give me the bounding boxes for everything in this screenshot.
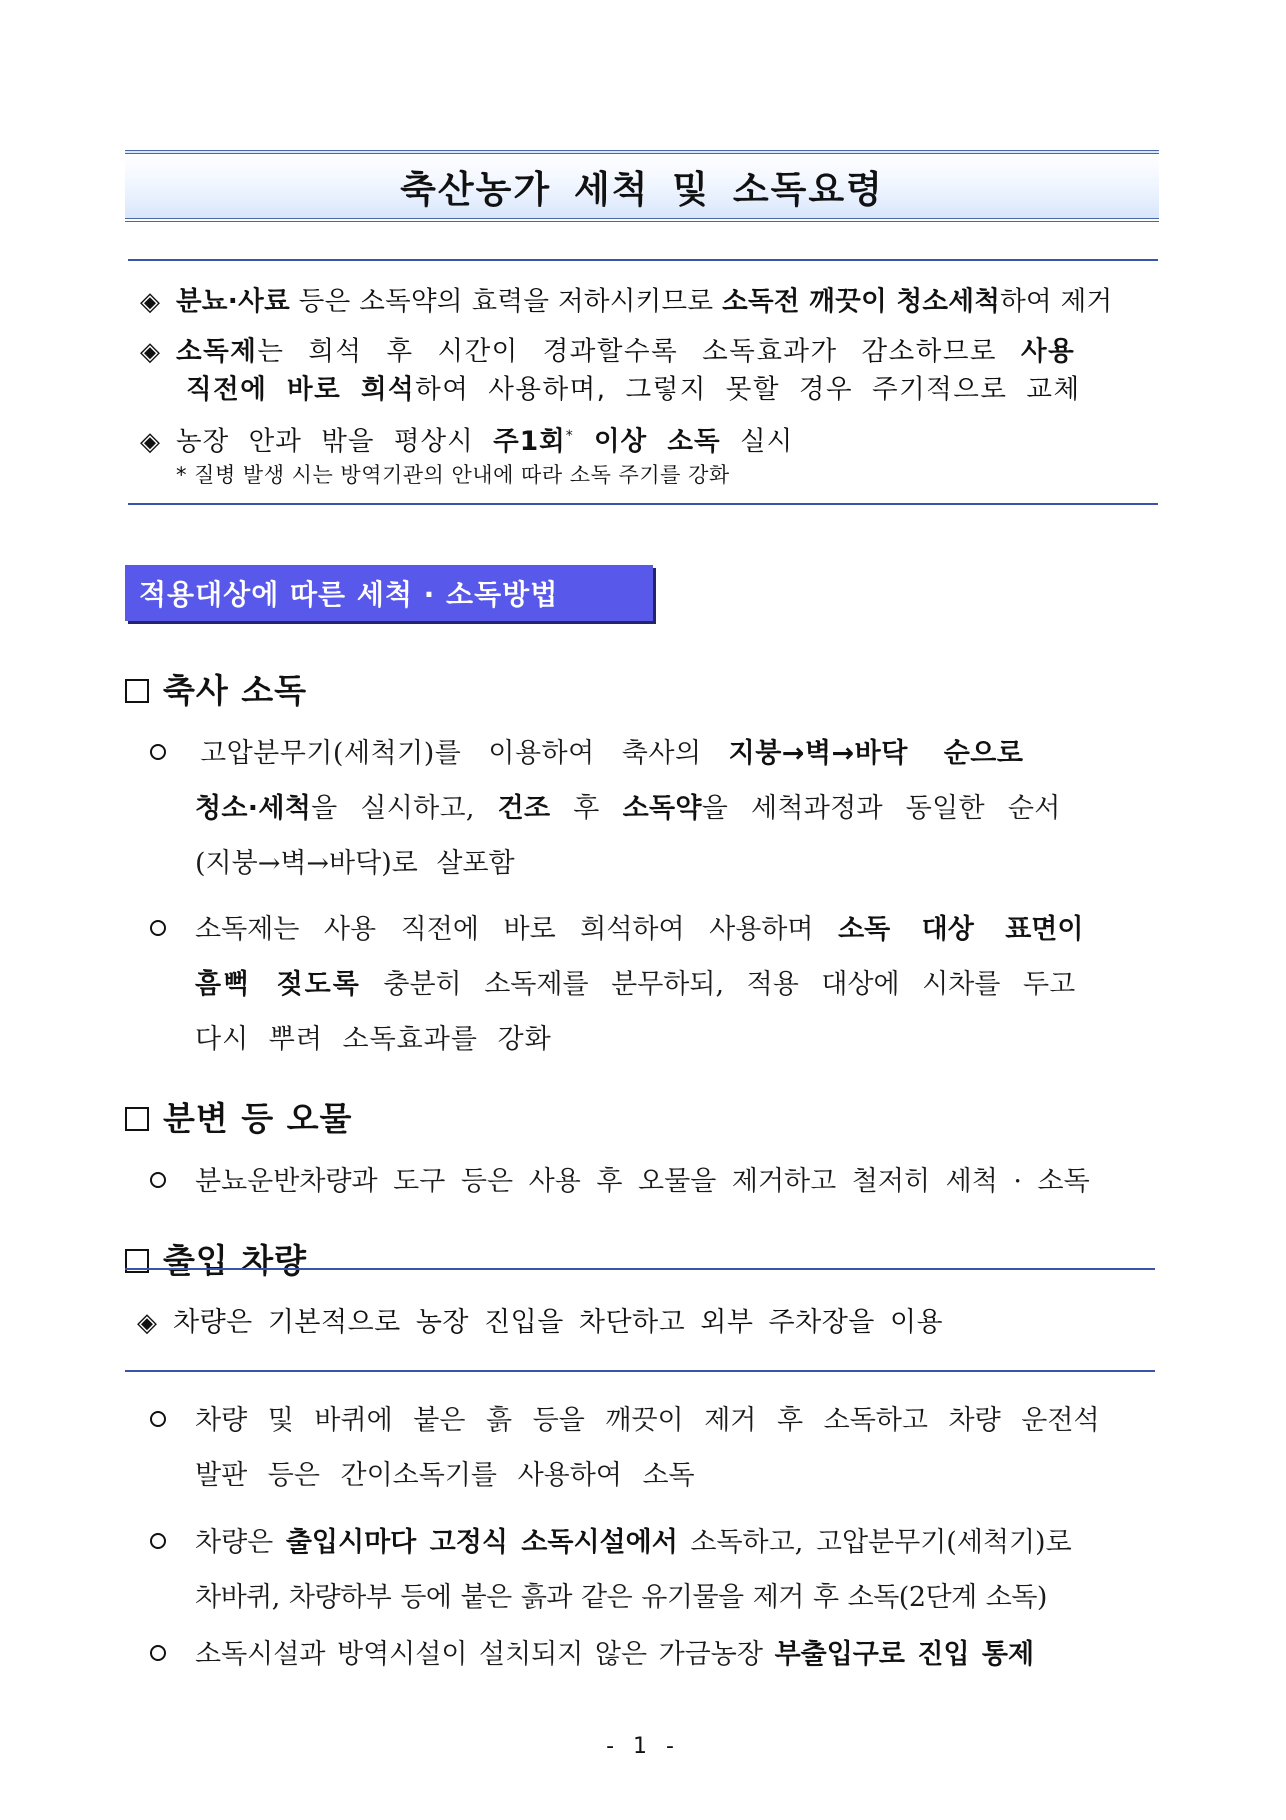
barn-para-2-line-1: 소독제는 사용 직전에 바로 희석하여 사용하며 소독 대상 표면이 <box>195 914 1084 945</box>
circle-bullet-icon <box>150 920 166 936</box>
vehicle-note-box <box>125 1268 1155 1372</box>
circle-bullet-icon <box>150 744 166 760</box>
diamond-bullet-icon: ◈ <box>140 427 160 457</box>
vehicle-para-1-line-2: 발판 등은 간이소독기를 사용하여 소독 <box>195 1460 695 1491</box>
circle-bullet-icon <box>150 1645 166 1661</box>
summary-item-2: ◈ 소독제는 희석 후 시간이 경과할수록 소독효과가 감소하므로 사용 <box>140 336 1076 367</box>
vehicle-note: ◈ 차량은 기본적으로 농장 진입을 차단하고 외부 주차장을 이용 <box>137 1307 944 1338</box>
circle-bullet-icon <box>150 1411 166 1427</box>
summary-item-3: ◈ 농장 안과 밖을 평상시 주1회* 이상 소독 실시 <box>140 426 794 457</box>
summary-item-2-line-2: 직전에 바로 희석하여 사용하며, 그렇지 못할 경우 주기적으로 교체 <box>186 374 1081 405</box>
section-banner: 적용대상에 따른 세척 · 소독방법 <box>125 565 653 621</box>
barn-para-2-line-3: 다시 뿌려 소독효과를 강화 <box>195 1024 552 1055</box>
summary-box <box>128 259 1158 505</box>
barn-para-1-line-2: 청소·세척을 실시하고, 건조 후 소독약을 세척과정과 동일한 순서 <box>195 793 1061 824</box>
heading-manure: 분변 등 오물 <box>125 1093 352 1140</box>
diamond-bullet-icon: ◈ <box>140 287 161 317</box>
document-title-box <box>125 150 1159 222</box>
vehicle-para-3: 소독시설과 방역시설이 설치되지 않은 가금농장 부출입구로 진입 통제 <box>195 1639 1035 1670</box>
heading-barn-disinfection: 축사 소독 <box>125 665 307 712</box>
diamond-bullet-icon: ◈ <box>140 337 160 367</box>
vehicle-para-2-line-1: 차량은 출입시마다 고정식 소독시설에서 소독하고, 고압분무기(세척기)로 <box>195 1527 1072 1558</box>
circle-bullet-icon <box>150 1533 166 1549</box>
barn-para-2-line-2: 흠뻑 젖도록 충분히 소독제를 분무하되, 적용 대상에 시차를 두고 <box>195 969 1076 1000</box>
page-number: - 1 - <box>606 1734 680 1759</box>
barn-para-1-line-3: (지붕→벽→바닥)로 살포함 <box>195 848 515 879</box>
vehicle-para-1-line-1: 차량 및 바퀴에 붙은 흙 등을 깨끗이 제거 후 소독하고 차량 운전석 <box>195 1405 1100 1436</box>
vehicle-para-2-line-2: 차바퀴, 차량하부 등에 붙은 흙과 같은 유기물을 제거 후 소독(2단계 소독) <box>195 1582 1047 1613</box>
document-title: 축산농가 세척 및 소독요령 <box>400 168 884 211</box>
summary-item-1: ◈ 분뇨·사료 등은 소독약의 효력을 저하시키므로 소독전 깨끗이 청소세척하여 제거 <box>140 286 1113 317</box>
summary-note: * 질병 발생 시는 방역기관의 안내에 따라 소독 주기를 강화 <box>176 463 730 487</box>
checkbox-square-icon <box>125 679 149 703</box>
manure-para-1: 분뇨운반차량과 도구 등은 사용 후 오물을 제거하고 철저히 세척 · 소독 <box>195 1166 1090 1197</box>
heading-vehicles: 출입 차량 <box>125 1235 307 1282</box>
diamond-bullet-icon: ◈ <box>137 1308 158 1338</box>
checkbox-square-icon <box>125 1107 149 1131</box>
circle-bullet-icon <box>150 1172 166 1188</box>
barn-para-1-line-1: 고압분무기(세척기)를 이용하여 축사의 지붕→벽→바닥 순으로 <box>200 738 1024 769</box>
